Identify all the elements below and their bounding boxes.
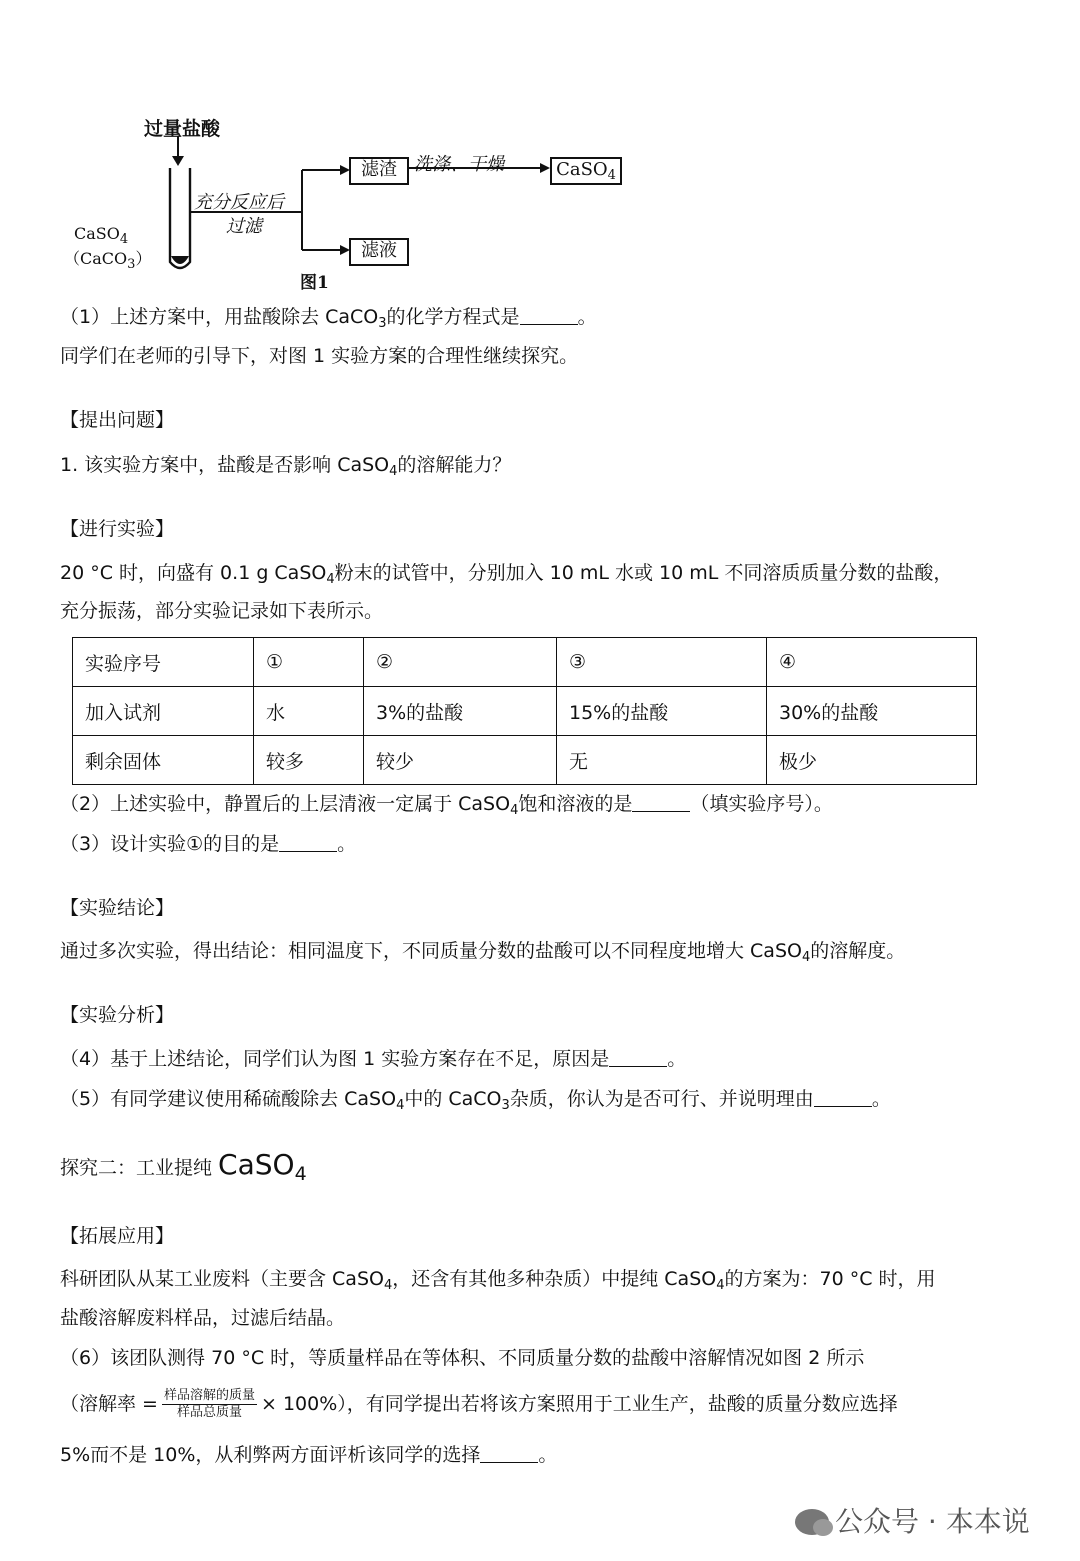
sample-label: CaSO$_4$ — [74, 224, 129, 247]
question-6-line-3: 5%而不是 10%，从利弊两方面评析该同学的选择 。 — [60, 1444, 558, 1466]
table-cell: 较多 — [254, 736, 364, 785]
table-cell: 3%的盐酸 — [364, 687, 557, 736]
dissolution-rate-fraction: $\frac{\text{样品溶解的质量}}{\text{样品总质量}}$ — [163, 1388, 255, 1420]
heading-extend: 【拓展应用】 — [60, 1225, 175, 1247]
answer-blank-3[interactable] — [279, 833, 337, 852]
answer-blank-1[interactable] — [520, 306, 578, 325]
question-1: （1）上述方案中，用盐酸除去 CaCO$_3$的化学方程式是 。 — [60, 306, 597, 331]
table-cell: 30%的盐酸 — [767, 687, 977, 736]
heading-experiment: 【进行实验】 — [60, 518, 175, 540]
filtrate-box: 滤液 — [349, 238, 409, 266]
table-cell: 加入试剂 — [73, 687, 254, 736]
extend-text-2: 盐酸溶解废料样品，过滤后结晶。 — [60, 1307, 346, 1329]
table-cell: 剩余固体 — [73, 736, 254, 785]
table-cell: ③ — [557, 638, 767, 687]
table-row — [73, 736, 977, 785]
question-4: （4）基于上述结论，同学们认为图 1 实验方案存在不足，原因是 。 — [60, 1048, 687, 1070]
table-row — [73, 638, 977, 687]
question-6-line-1: （6）该团队测得 70 °C 时，等质量样品在等体积、不同质量分数的盐酸中溶解情况如图 2 所示 — [60, 1347, 865, 1369]
figure-1-caption: 图1 — [300, 273, 329, 293]
question-2: （2）上述实验中，静置后的上层清液一定属于 CaSO$_4$饱和溶液的是 （填实验序号）。 — [60, 793, 833, 818]
watermark: 公众号 · 本本说 — [795, 1500, 1030, 1540]
conclusion-text: 通过多次实验，得出结论：相同温度下，不同质量分数的盐酸可以不同程度地增大 CaSO$_4$的溶解度。 — [60, 940, 906, 965]
heading-analysis: 【实验分析】 — [60, 1004, 175, 1026]
part-2-title: 探究二：工业提纯 CaSO$_4$ — [60, 1148, 307, 1185]
table-row — [73, 687, 977, 736]
product-box: CaSO$_4$ — [550, 157, 622, 185]
table-cell: 极少 — [767, 736, 977, 785]
answer-blank-6[interactable] — [480, 1444, 538, 1463]
answer-blank-4[interactable] — [609, 1048, 667, 1067]
experiment-table — [72, 637, 977, 785]
residue-box: 滤渣 — [349, 157, 409, 185]
table-cell: ② — [364, 638, 557, 687]
extend-text-1: 科研团队从某工业废料（主要含 CaSO$_4$，还含有其他多种杂质）中提纯 CaSO$_4$的方案为：70 °C 时，用 — [60, 1268, 936, 1293]
filter-label: 过滤 — [226, 216, 262, 237]
wechat-icon — [795, 1509, 829, 1535]
answer-blank-5[interactable] — [814, 1088, 872, 1107]
experiment-text-2: 充分振荡，部分实验记录如下表所示。 — [60, 600, 384, 622]
table-cell: ① — [254, 638, 364, 687]
wash-dry-label: 洗涤、干燥 — [414, 154, 504, 175]
table-cell: 实验序号 — [73, 638, 254, 687]
impurity-label: （CaCO$_3$） — [64, 249, 152, 272]
question-6-line-2: （溶解率 = $\frac{\text{样品溶解的质量}}{\text{样品总质量}}$ × 100%），有同学提出若将该方案照用于工业生产，盐酸的质量分数应选择 — [60, 1388, 898, 1420]
step-label: 充分反应后 — [194, 192, 284, 213]
question-3: （3）设计实验①的目的是 。 — [60, 833, 357, 855]
experiment-text-1: 20 °C 时，向盛有 0.1 g CaSO$_4$粉末的试管中，分别加入 10 mL 水或 10 mL 不同溶质质量分数的盐酸， — [60, 562, 953, 587]
table-cell: 15%的盐酸 — [557, 687, 767, 736]
table-cell: ④ — [767, 638, 977, 687]
heading-conclusion: 【实验结论】 — [60, 897, 175, 919]
heading-question: 【提出问题】 — [60, 409, 175, 431]
table-cell: 无 — [557, 736, 767, 785]
figure-1 — [60, 112, 660, 292]
reagent-label: 过量盐酸 — [144, 118, 221, 140]
research-question: 1. 该实验方案中，盐酸是否影响 CaSO$_4$的溶解能力？ — [60, 454, 512, 479]
answer-blank-2[interactable] — [632, 793, 690, 812]
question-5: （5）有同学建议使用稀硫酸除去 CaSO$_4$中的 CaCO$_3$杂质，你认为是否可行、并说明理由 。 — [60, 1088, 891, 1113]
intro-text: 同学们在老师的引导下，对图 1 实验方案的合理性继续探究。 — [60, 345, 579, 367]
table-cell: 较少 — [364, 736, 557, 785]
table-cell: 水 — [254, 687, 364, 736]
